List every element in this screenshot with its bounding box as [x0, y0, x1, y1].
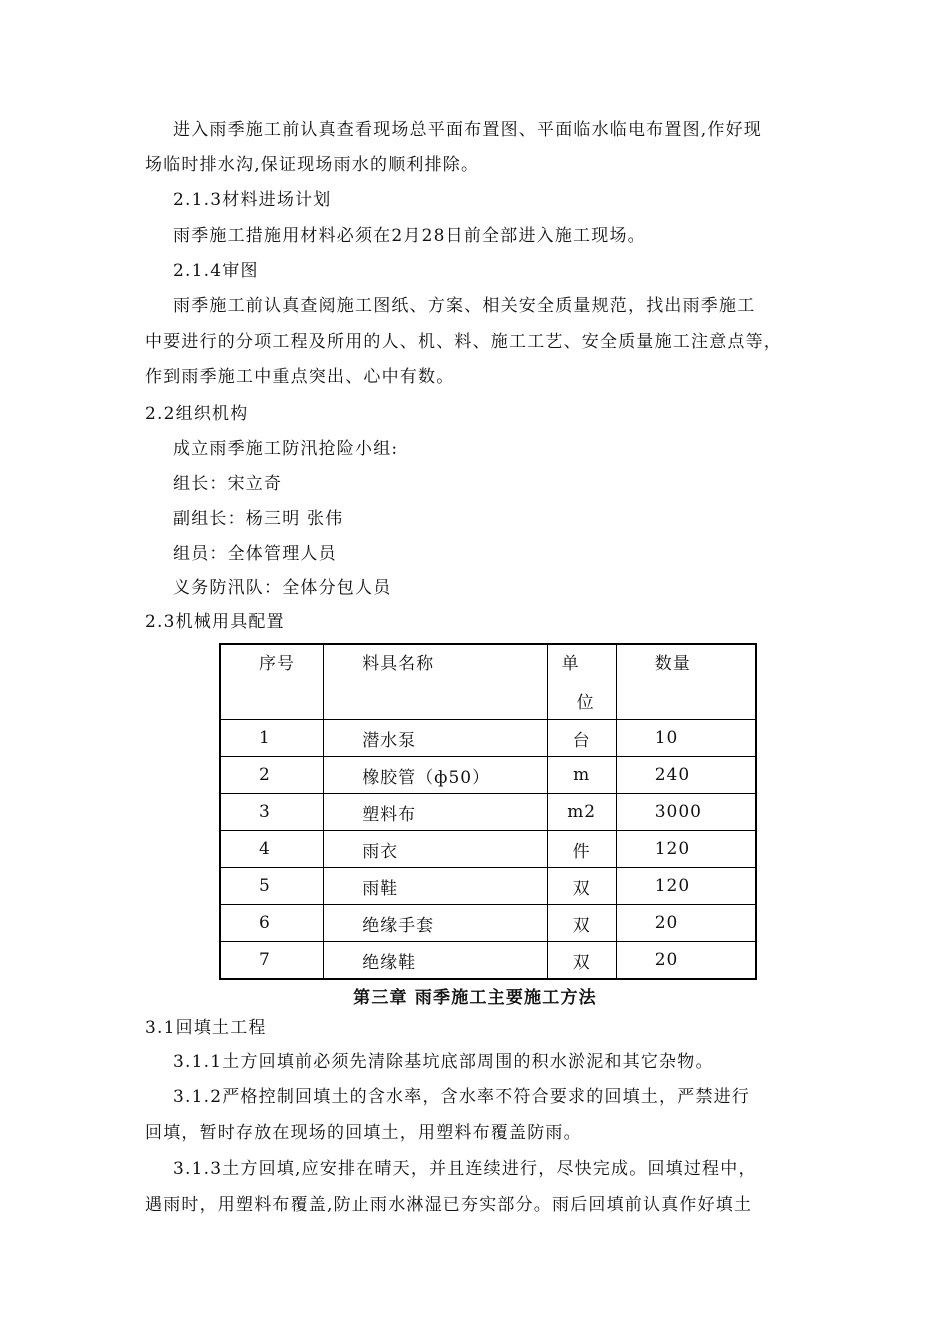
equipment-table	[219, 643, 757, 980]
cell-unit-text: m	[573, 765, 591, 785]
cell-name	[324, 831, 547, 868]
cell-name-text: 雨衣	[362, 841, 399, 862]
cell-qty	[616, 794, 756, 831]
cell-name-text: 潜水泵	[362, 730, 417, 751]
org-members: 组员：全体管理人员	[173, 544, 337, 564]
cell-unit	[547, 868, 616, 905]
header-cell-no	[220, 644, 324, 720]
cell-unit	[547, 942, 616, 980]
paragraph-materials: 雨季施工措施用材料必须在2月28日前全部进入施工现场。	[173, 226, 646, 246]
header-no-label: 序号	[259, 654, 295, 674]
header-cell-qty	[616, 644, 756, 720]
cell-qty	[616, 757, 756, 794]
paragraph-3-1-2-line1: 3.1.2严格控制回填土的含水率，含水率不符合要求的回填土，严禁进行	[173, 1087, 751, 1107]
org-volunteers: 义务防汛队：全体分包人员	[173, 578, 392, 598]
cell-name	[324, 720, 547, 757]
cell-qty	[616, 942, 756, 980]
paragraph-3-1-3-line1: 3.1.3土方回填,应安排在晴天，并且连续进行，尽快完成。回填过程中，	[173, 1159, 757, 1179]
cell-qty-text: 10	[654, 728, 679, 748]
cell-no	[220, 868, 324, 905]
cell-name-text: 雨鞋	[362, 878, 399, 899]
header-qty-label: 数量	[654, 654, 691, 674]
cell-no-text: 6	[259, 913, 271, 933]
paragraph-3-1-2-line2: 回填，暂时存放在现场的回填土，用塑料布覆盖防雨。	[145, 1123, 582, 1143]
cell-no-text: 3	[259, 802, 271, 822]
cell-unit-text: 双	[572, 878, 591, 899]
table-row	[220, 942, 756, 980]
cell-qty	[616, 868, 756, 905]
cell-no-text: 5	[259, 876, 271, 896]
org-leader: 组长：宋立奇	[173, 474, 283, 494]
cell-name	[324, 868, 547, 905]
cell-unit-text: 件	[572, 841, 591, 862]
cell-name-text: 橡胶管（ф50）	[362, 767, 491, 788]
cell-unit	[547, 720, 616, 757]
paragraph-drainage-line1: 进入雨季施工前认真查看现场总平面布置图、平面临水临电布置图,作好现	[173, 120, 763, 140]
cell-unit	[547, 794, 616, 831]
cell-no	[220, 831, 324, 868]
cell-name	[324, 757, 547, 794]
cell-qty	[616, 905, 756, 942]
cell-name-text: 绝缘手套	[362, 915, 435, 936]
cell-qty-text: 120	[654, 839, 691, 859]
table-row	[220, 757, 756, 794]
cell-qty-text: 20	[654, 950, 679, 970]
paragraph-drainage-line2: 场临时排水沟,保证现场雨水的顺利排除。	[145, 155, 480, 175]
cell-no	[220, 757, 324, 794]
cell-unit-text: m2	[567, 802, 597, 822]
header-unit-label-b: 位	[576, 693, 595, 713]
heading-2-3: 2.3机械用具配置	[145, 612, 285, 632]
cell-qty	[616, 831, 756, 868]
cell-unit	[547, 831, 616, 868]
org-deputy: 副组长：杨三明 张伟	[173, 509, 344, 529]
cell-no	[220, 942, 324, 980]
cell-no-text: 7	[259, 950, 271, 970]
cell-name	[324, 794, 547, 831]
org-intro: 成立雨季施工防汛抢险小组:	[173, 439, 399, 459]
heading-2-1-3: 2.1.3材料进场计划	[173, 190, 332, 210]
paragraph-3-1-1: 3.1.1土方回填前必须先清除基坑底部周围的积水淤泥和其它杂物。	[173, 1052, 714, 1072]
cell-no	[220, 905, 324, 942]
cell-no	[220, 720, 324, 757]
chapter-title: 第三章 雨季施工主要施工方法	[353, 988, 597, 1008]
header-cell-unit	[547, 644, 616, 720]
header-unit-label-a: 单	[561, 654, 580, 674]
header-name-label: 料具名称	[362, 654, 435, 674]
cell-qty-text: 20	[654, 913, 679, 933]
heading-3-1: 3.1回填土工程	[145, 1018, 267, 1038]
table-header-row	[220, 644, 756, 720]
cell-qty	[616, 720, 756, 757]
table-row	[220, 831, 756, 868]
paragraph-review-line1: 雨季施工前认真查阅施工图纸、方案、相关安全质量规范，找出雨季施工	[173, 296, 756, 316]
cell-name-text: 塑料布	[362, 804, 417, 825]
paragraph-review-line3: 作到雨季施工中重点突出、心中有数。	[145, 367, 455, 387]
cell-name	[324, 905, 547, 942]
table-row	[220, 868, 756, 905]
cell-no-text: 1	[259, 728, 271, 748]
cell-no	[220, 794, 324, 831]
paragraph-review-line2: 中要进行的分项工程及所用的人、机、料、施工工艺、安全质量施工注意点等，	[145, 332, 782, 352]
table-row	[220, 720, 756, 757]
cell-qty-text: 3000	[654, 802, 702, 822]
table-row	[220, 905, 756, 942]
cell-qty-text: 240	[654, 765, 691, 785]
cell-name-text: 绝缘鞋	[362, 952, 417, 973]
paragraph-3-1-3-line2: 遇雨时，用塑料布覆盖,防止雨水淋湿已夯实部分。雨后回填前认真作好填土	[145, 1195, 753, 1215]
cell-name	[324, 942, 547, 980]
heading-2-2: 2.2组织机构	[145, 404, 249, 424]
table-row	[220, 794, 756, 831]
cell-no-text: 4	[259, 839, 271, 859]
cell-no-text: 2	[259, 765, 271, 785]
cell-unit	[547, 905, 616, 942]
cell-unit-text: 台	[572, 730, 591, 751]
cell-unit-text: 双	[572, 952, 591, 973]
heading-2-1-4: 2.1.4审图	[173, 261, 259, 281]
cell-unit	[547, 757, 616, 794]
cell-qty-text: 120	[654, 876, 691, 896]
cell-unit-text: 双	[572, 915, 591, 936]
header-cell-name	[324, 644, 547, 720]
